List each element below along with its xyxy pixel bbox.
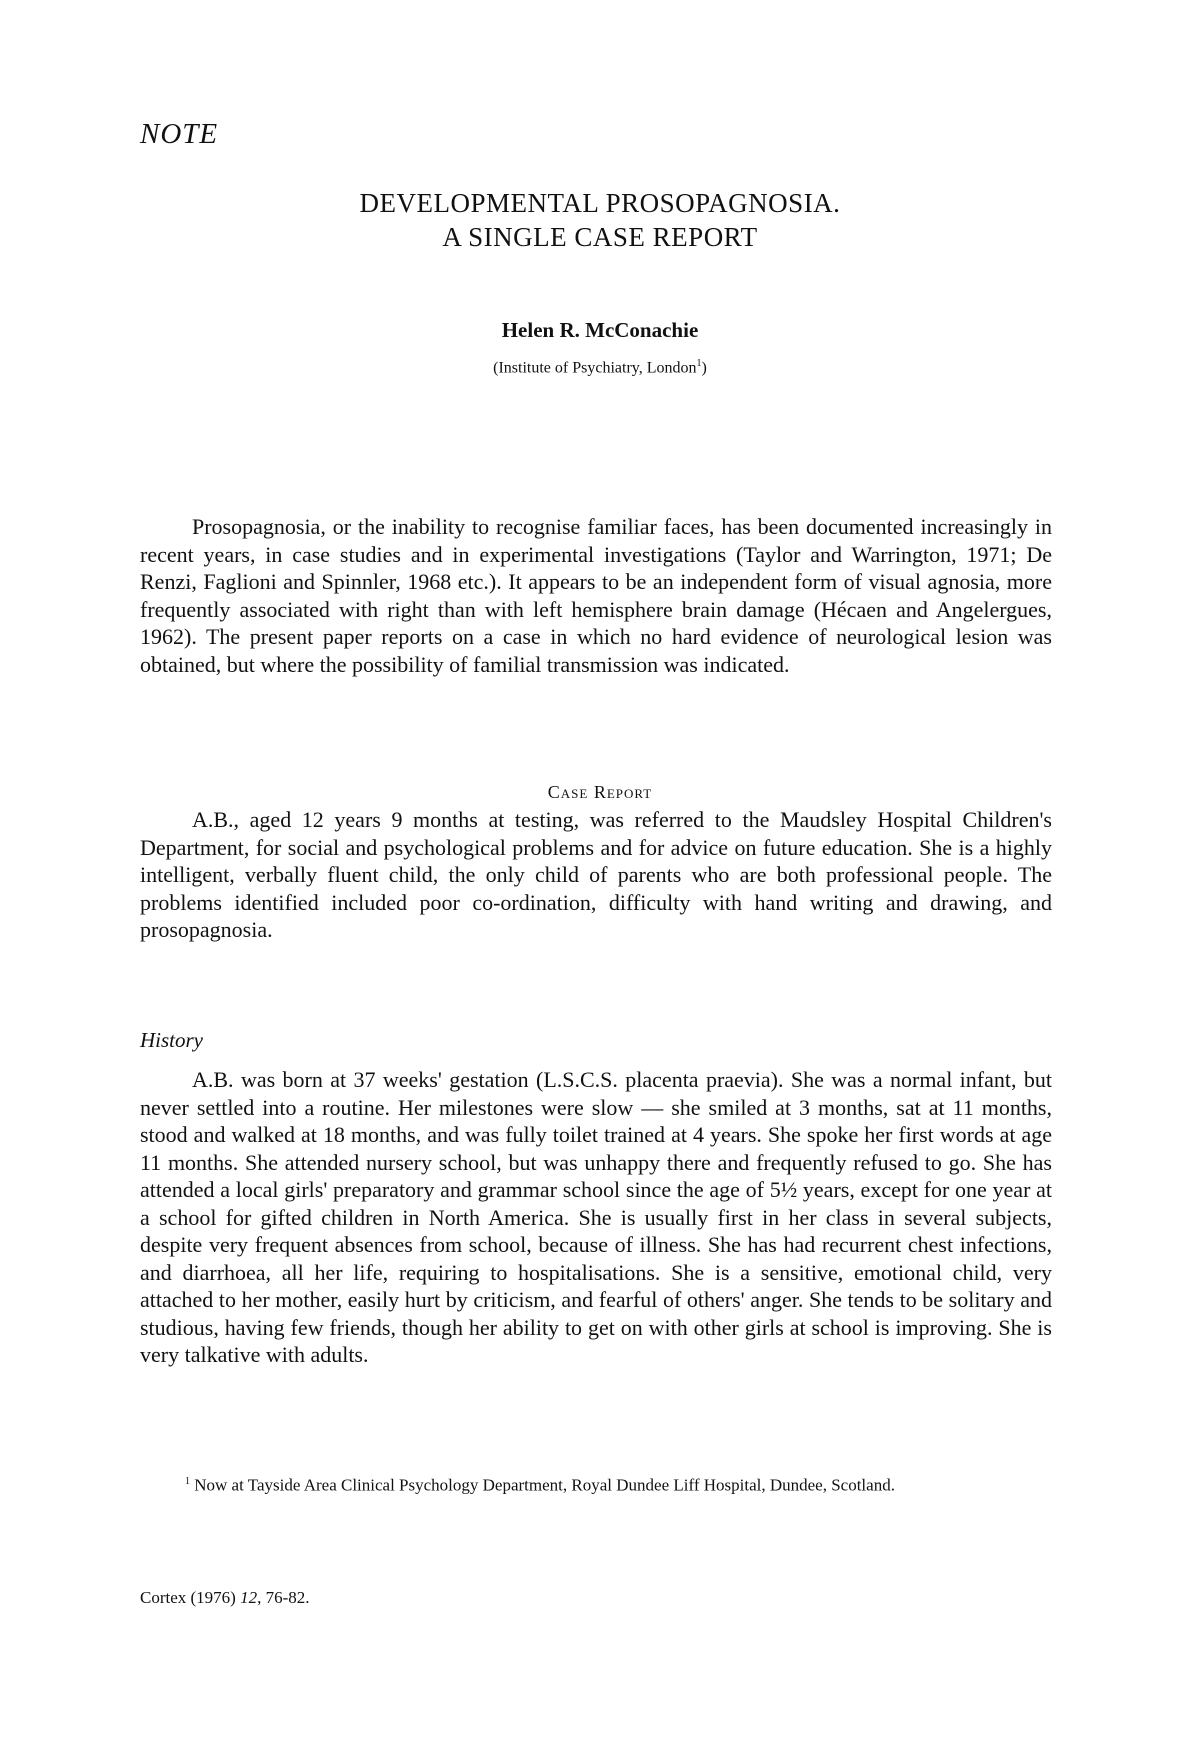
author-name: Helen R. McConachie xyxy=(501,318,699,342)
citation-journal: Cortex (1976) xyxy=(140,1588,241,1607)
article-title-line-1: DEVELOPMENTAL PROSOPAGNOSIA. xyxy=(359,188,841,218)
affiliation-text: (Institute of Psychiatry, London xyxy=(493,359,697,377)
footnote-marker: 1 xyxy=(185,1476,190,1487)
footnote-text: Now at Tayside Area Clinical Psychology Department, Royal Dundee Liff Hospital, Dundee, Scotland. xyxy=(190,1475,895,1495)
history-paragraph: A.B. was born at 37 weeks' gestation (L.S.C.S. placenta praevia). She was a normal infant, but never settled into a routine. Her milestones were slow — she smiled at 3 months, sat at 11 months, stood and walked at 18 months, and was fully toilet trained at 4 years. She spoke her first words at age 11 months. She attended nursery school, but was unhappy there and frequently refused to go. She has attended a local girls' preparatory and grammar school since the age of 5½ years, except for one year at a school for gifted children in North America. She is usually first in her class in several subjects, despite very frequent absences from school, because of illness. She has had recurrent chest infections, and diarrhoea, all her life, requiring to hospitalisations. She is a sensitive, emotional child, very attached to her mother, easily hurt by criticism, and fearful of others' anger. She tends to be solitary and studious, having few friends, though her ability to get on with other girls at school is improving. She is very talkative with adults. xyxy=(140,1067,1052,1367)
author-affiliation xyxy=(0,358,1200,377)
intro-paragraph: Prosopagnosia, or the inability to recognise familiar faces, has been documented increasingly in recent years, in case studies and in experimental investigations (Taylor and Warrington, 1971; De Renzi, Faglioni and Spinnler, 1968 etc.). It appears to be an independent form of visual agnosia, more frequently associated with right than with left hemisphere brain damage (Hécaen and Angelergues, 1962). The present paper reports on a case in which no hard evidence of neurological lesion was obtained, but where the possibility of familial transmission was indicated. xyxy=(140,514,1052,677)
history-heading: History xyxy=(140,1028,203,1052)
affiliation-footnote-marker: 1 xyxy=(696,358,702,369)
citation-pages: , 76-82. xyxy=(257,1588,310,1607)
section-label: NOTE xyxy=(140,118,219,150)
case-report-heading: Case Report xyxy=(547,782,653,802)
article-title-line-2: A SINGLE CASE REPORT xyxy=(442,222,758,252)
case-report-paragraph: A.B., aged 12 years 9 months at testing, was referred to the Maudsley Hospital Children's Department, for social and psychological problems and for advice on future education. She is a highly intelligent, verbally fluent child, the only child of parents who are both professional people. The problems identified included poor co-ordination, difficulty with hand writing and drawing, and prosopagnosia. xyxy=(140,807,1052,942)
affiliation-close: ) xyxy=(701,359,707,377)
footnote xyxy=(140,1470,1052,1497)
citation-volume: 12 xyxy=(240,1588,258,1607)
journal-citation xyxy=(140,1588,310,1608)
